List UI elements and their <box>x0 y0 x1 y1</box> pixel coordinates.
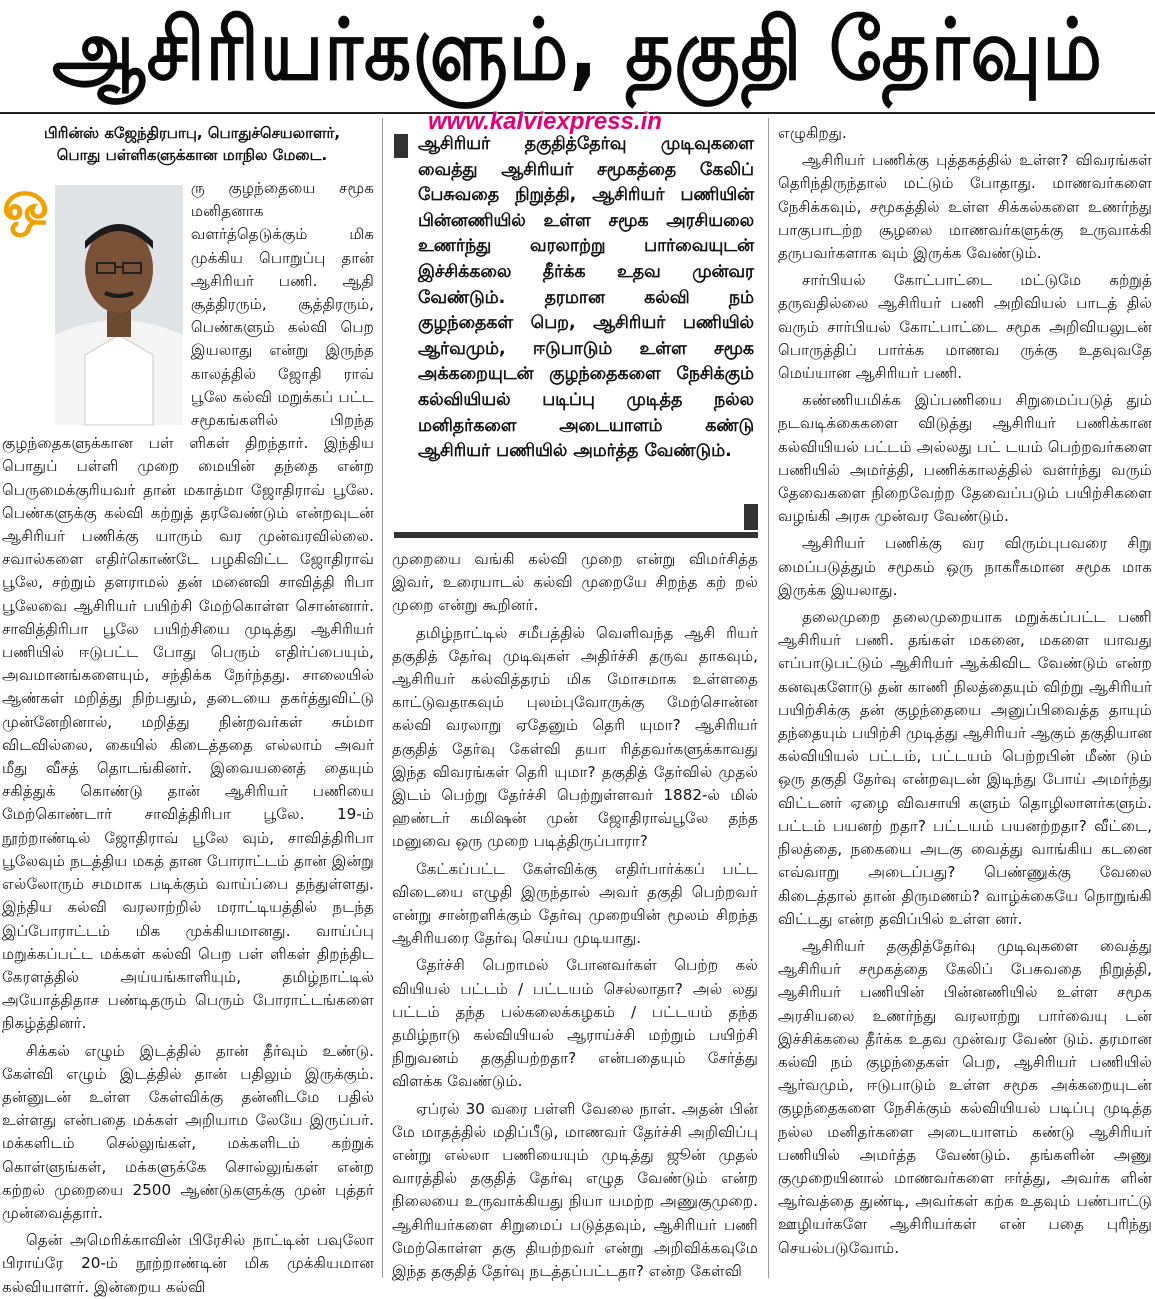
author-photo <box>55 185 183 425</box>
byline-author: பிரின்ஸ் கஜேந்திரபாபு, பொதுச்செயலாளர், <box>43 124 341 142</box>
drop-cap: ஒ <box>2 169 49 234</box>
author-portrait-icon <box>55 185 183 425</box>
paragraph: சிக்கல் எழும் இடத்தில் தான் தீர்வும் உண்டு. கேள்வி எழும் இடத்தில் தான் பதிலும் இருக்கும். தன்னுடன் உள்ள கேள்விக்கு தன்னிடமே பதில் உள்ளது என்பதை மக்கள் அறியாம லேயே இருப்பர். மக்களிடம் செல்லுங்கள், மக்களிடம் கற்றுக் கொள்ளுங்கள், மக்களுக்கே சொல்லுங்கள் என்ற கற்றல் முறையை 2500 ஆண்டுகளுக்கு முன் புத்தர் முன்வைத்தார். <box>2 1041 374 1222</box>
pull-quote <box>394 130 758 538</box>
paragraph: ஆசிரியர் பணிக்கு வர விரும்புபவரை சிறு மைப்படுத்தும் சமூகம் ஒரு நாகரீகமான சமூக மாக இருக்க இயலாது. <box>778 534 1152 599</box>
paragraph: எழுகிறது. <box>778 124 847 142</box>
pull-quote-rule <box>394 532 758 538</box>
paragraph: தென் அமெரிக்காவின் பிரேசில் நாட்டின் பவுலோ பிராய்ரே 20-ம் நூற்றாண்டின் மிக முக்கியமான கல்வியாளர். இன்றைய கல்வி <box>2 1231 374 1296</box>
column-separator <box>768 118 769 1278</box>
paragraph: கேட்கப்பட்ட கேள்விக்கு எதிர்பார்க்கப் பட்ட விடையை எழுதி இருந்தால் அவர் தகுதி பெற்றவர் என்று சான்றளிக்கும் தேர்வு முறையின் மூலம் சிறந்த ஆசிரியரை தேர்வு செய்ய முடியாது. <box>392 859 758 948</box>
pull-quote-text: ஆசிரியர் தகுதித்தேர்வு முடிவுகளை வைத்து ஆசிரியர் சமூகத்தை கேலிப் பேசுவதை நிறுத்தி, ஆசிரியர் பணியின் பின்னணியில் உள்ள சமூக அரசியலை உணர்ந்து வரலாற்று பார்வையுடன் இச்சிக்கலை தீர்க்க உதவ முன்வர வேண்டும். தரமான கல்வி நம் குழந்தைகள் பெற, ஆசிரியர் பணியில் ஆர்வமும், ஈடுபாடும் உள்ள சமூக அக்கறையுடன் குழந்தைகளை நேசிக்கும் கல்வியியல் படிப்பு முடித்த நல்ல மனிதர்களை அடையாளம் கண்டு ஆசிரியர் பணியில் அமர்த்த வேண்டும். <box>418 134 754 462</box>
paragraph <box>2 169 374 1036</box>
paragraph: தமிழ்நாட்டில் சமீபத்தில் வெளிவந்த ஆசி ரியர் தகுதித் தேர்வு முடிவுகள் அதிர்ச்சி தருவ தாகவும், ஆசிரியர் கல்வித்தரம் மிக மோசமாக உள்ளதை காட்டுவதாகவும் புலம்புவோருக்கு மேற்சொன்ன கல்வி வரலாறு ஏதேனும் தெரி யுமா? ஆசிரியர் தகுதித் தேர்வு கேள்வி தயா ரித்தவர்களுக்காவது இந்த விவரங்கள் தெரி யுமா? தகுதித் தேர்வில் முதல் இடம் பெற்று தேர்ச்சி பெற்றுள்ளவர் 1882-ல் மில் ஹண்டர் கமிஷன் முன் ஜோதிராவ்பூலே தந்த மனுவை ஒரு முறை படித்திருப்பாரா? <box>392 623 758 851</box>
paragraph: ஏப்ரல் 30 வரை பள்ளி வேலை நாள். அதன் பின் மே மாதத்தில் மதிப்பீடு, மாணவர் தேர்ச்சி அறிவிப்பு என்று எல்லா பணியையும் முடித்து ஜூன் முதல் வாரத்தில் தகுதித் தேர்வு எழுத வேண்டும் என்ற நிலையை உருவாக்கியது நியா யமற்ற அணுகுமுறை. ஆசிரியர்களை சிறுமைப் படுத்தவும், ஆசிரியர் பணி மேற்கொள்ள தகு தியற்றவர் என்று அறிவிக்கவுமே இந்த தகுதித் தேர்வு நடத்தப்பட்டதா? என்ற கேள்வி <box>392 1099 758 1281</box>
article-column-3 <box>778 122 1152 1278</box>
article-column-1 <box>2 169 374 1296</box>
paragraph: தேர்ச்சி பெறாமல் போனவர்கள் பெற்ற கல் வியியல் பட்டம் / பட்டயம் செல்லாதா? அல் லது பட்டம் தந்த பல்கலைக்கழகம் / பட்டயம் தந்த தமிழ்நாடு கல்வியியல் ஆராய்ச்சி மற்றும் பயிற்சி நிறுவனம் தகுதியற்றதா? என்பதையும் சேர்த்து விளக்க வேண்டும். <box>392 956 758 1091</box>
paragraph-text: ரு குழந்தையை சமூக மனிதனாக வளர்த்தெடுக்கும் மிக முக்கிய பொறுப்பு தான் ஆசிரியர் பணி. ஆதி சூத்திரரும், சூத்திரரும், பெண்களும் கல்வி பெற இயலாது என்று இருந்த காலத்தில் ஜோதி ராவ் பூலே கல்வி மறுக்கப் பட்ட சமூகங்களில் பிறந்த குழந்தைகளுக்கான பள் ளிகள் திறந்தார். இந்திய பொதுப் பள்ளி முறை மையின் தந்தை என்ற பெருமைக்குரியவர் தான் மகாத்மா ஜோதிராவ் பூலே. பெண்களுக்கு கல்வி கற்றுத் தரவேண்டும் என்றவுடன் ஆசிரியர் பணிக்கு யாரும் வர முன்வரவில்லை. சவால்களை எதிர்கொண்டே பழகிவிட்ட ஜோதிராவ் பூலே, சற்றும் தளராமல் தன் மனைவி சாவித்தி ரிபா பூலேவை ஆசிரியர் பயிற்சி மேற்கொள்ள சொன்னார். சாவித்திரிபா பூலே பயிற்சியை முடித்து ஆசிரியர் பணியில் ஈடுபட்ட போது பெரும் எதிர்ப்பையும், அவமானங்களையும், சந்திக்க நேர்ந்தது. சாலையில் ஆண்கள் மறித்து நிற்பதும், தடையை தகர்த்துவிட்டு முன்னேறினால், மறித்து நின்றவர்கள் சும்மா விடவில்லை, கையில் கிடைத்ததை எல்லாம் அவர் மீது வீசத் தொடங்கினர். இவையனைத் தையும் சகித்துக் கொண்டு தான் ஆசிரியர் பணியை மேற்கொண்டார் சாவித்திரிபா பூலே. 19-ம் நூற்றாண்டில் ஜோதிராவ் பூலே வும், சாவித்திரிபா பூலேவும் நடத்திய மகத் தான போராட்டம் தான் இன்று எல்லோரும் சமமாக படிக்கும் வாய்ப்பை தந்துள்ளது. இந்திய கல்வி வரலாற்றில் மராட்டியத்தில் நடந்த இப்போராட்டம் மிக முக்கியமானது. வாய்ப்பு மறுக்கப்பட்ட மக்கள் கல்வி பெற பள் ளிகள் திறந்திட கேரளத்தில் அய்யங்காளியும், தமிழ்நாட்டில் அயோத்திதாச பண்டிதரும் பெரும் போராட்டங்களை நிகழ்த்தினர். <box>2 179 374 1033</box>
article-column-2 <box>392 548 758 1281</box>
paragraph: முறையை வங்கி கல்வி முறை என்று விமர்சித்த இவர், உரையாடல் கல்வி முறையே சிறந்த கற் றல் முறை என்று கூறினர். <box>392 550 758 615</box>
byline <box>0 122 384 166</box>
paragraph: ஆசிரியர் தகுதித்தேர்வு முடிவுகளை வைத்து ஆசிரியர் சமூகத்தை கேலிப் பேசுவதை நிறுத்தி, ஆசிரியர் பணியின் பின்னணியில் உள்ள சமூக அரசியலை உணர்ந்து வரலாற்று பார்வையு டன் இச்சிக்கலை தீர்க்க உதவ முன்வர வேண் டும். தரமான கல்வி நம் குழந்தைகள் பெற, ஆசிரியர் பணியில் ஆர்வமும், ஈடுபாடும் உள்ள சமூக அக்கறையுடன் குழந்தைகளை நேசிக்கும் கல்வியியல் படிப்பு முடித்த நல்ல மனிதர்களை அடையாளம் கண்டு ஆசிரியர் பணியில் அமர்த்த வேண்டும். தங்களின் அணு குமுறையினால் மாணவர்களை ஈர்த்து, அவர்க ளின் ஆர்வத்தை துண்டி, அவர்கள் கற்க உதவும் பண்பாட்டு ஊழியர்களே ஆசிரியர்கள் என் பதை புரிந்து செயல்படுவோம். <box>778 936 1152 1257</box>
watermark-link[interactable]: www.kalviexpress.in <box>428 108 662 135</box>
quote-mark-icon <box>744 504 758 530</box>
byline-affiliation: பொது பள்ளிகளுக்கான மாநில மேடை. <box>56 146 328 164</box>
paragraph: தலைமுறை தலைமுறையாக மறுக்கப்பட்ட பணி ஆசிரியர் பணி. தங்கள் மகனை, மகளை யாவது எப்பாடுபட்டும் ஆசிரியர் ஆக்கிவிட வேண்டும் என்ற கனவுகளோடு தன் காணி நிலத்தையும் விற்று ஆசிரியர் பயிற்சிக்கு தன் குழந்தையை அனுப்பிவைத்த தாயும் தந்தையும் பயிற்சி முடித்து ஆசிரியர் ஆகும் தகுதியான கல்வியியல் பட்டம், பட்டயம் பெற்றபின் மீண் டும் ஒரு தகுதி தேர்வு என்றவுடன் இடிந்து போய் அமர்ந்து விட்டனர் ஏழை விவசாயி களும் தொழிலாளர்களும். பட்டம் பயனற் றதா? பட்டயம் பயனற்றதா? வீட்டை, நிலத்தை, நகையை அடகு வைத்து வாங்கிய கடனை எவ்வாறு அடைப்பது? பெண்ணுக்கு வேலை கிடைத்தால் தான் திருமணம்? வாழ்க்கையே நொறுங்கி விட்டது என்ற தவிப்பில் உள்ள னர். <box>778 608 1152 928</box>
paragraph: ஆசிரியர் பணிக்கு புத்தகத்தில் உள்ள? விவரங்கள் தெரிந்திருந்தால் மட்டும் போதாது. மாணவர்களை நேசிக்கவும், சமூகத்தில் உள்ள சிக்கல்களை உணர்ந்து பாகுபாடற்ற சூழலை மாணவர்களுக்கு உருவாக்கி தருபவர்களாக வும் இருக்க வேண்டும். <box>778 151 1152 263</box>
paragraph: கண்ணியமிக்க இப்பணியை சிறுமைப்படுத் தும் நடவடிக்கைகளை விடுத்து ஆசிரியர் பணிக்கான கல்வியியல் பட்டம் அல்லது பட் டயம் பெற்றவர்களை பணியில் அமர்த்தி, பணிக்காலத்தில் வளர்ந்து வரும் தேவைகளை நிறைவேற்ற தேவைப்படும் பயிற்சிகளை வழங்கி அரசு முன்வர வேண்டும். <box>778 391 1152 526</box>
paragraph: சார்பியல் கோட்பாட்டை மட்டுமே கற்றுத் தருவதில்லை ஆசிரியர் பணி அறிவியல் பாடத் தில் வரும் சார்பியல் கோட்பாட்டை சமூக அறிவியலுடன் பொருத்திப் பார்க்க மாணவ ருக்கு உதவுவதே மெய்யான ஆசிரியர் பணி. <box>778 271 1152 383</box>
headline: ஆசிரியர்களும், தகுதி தேர்வும் <box>52 0 1103 100</box>
quote-mark-icon <box>394 134 408 158</box>
column-separator <box>382 118 383 1278</box>
